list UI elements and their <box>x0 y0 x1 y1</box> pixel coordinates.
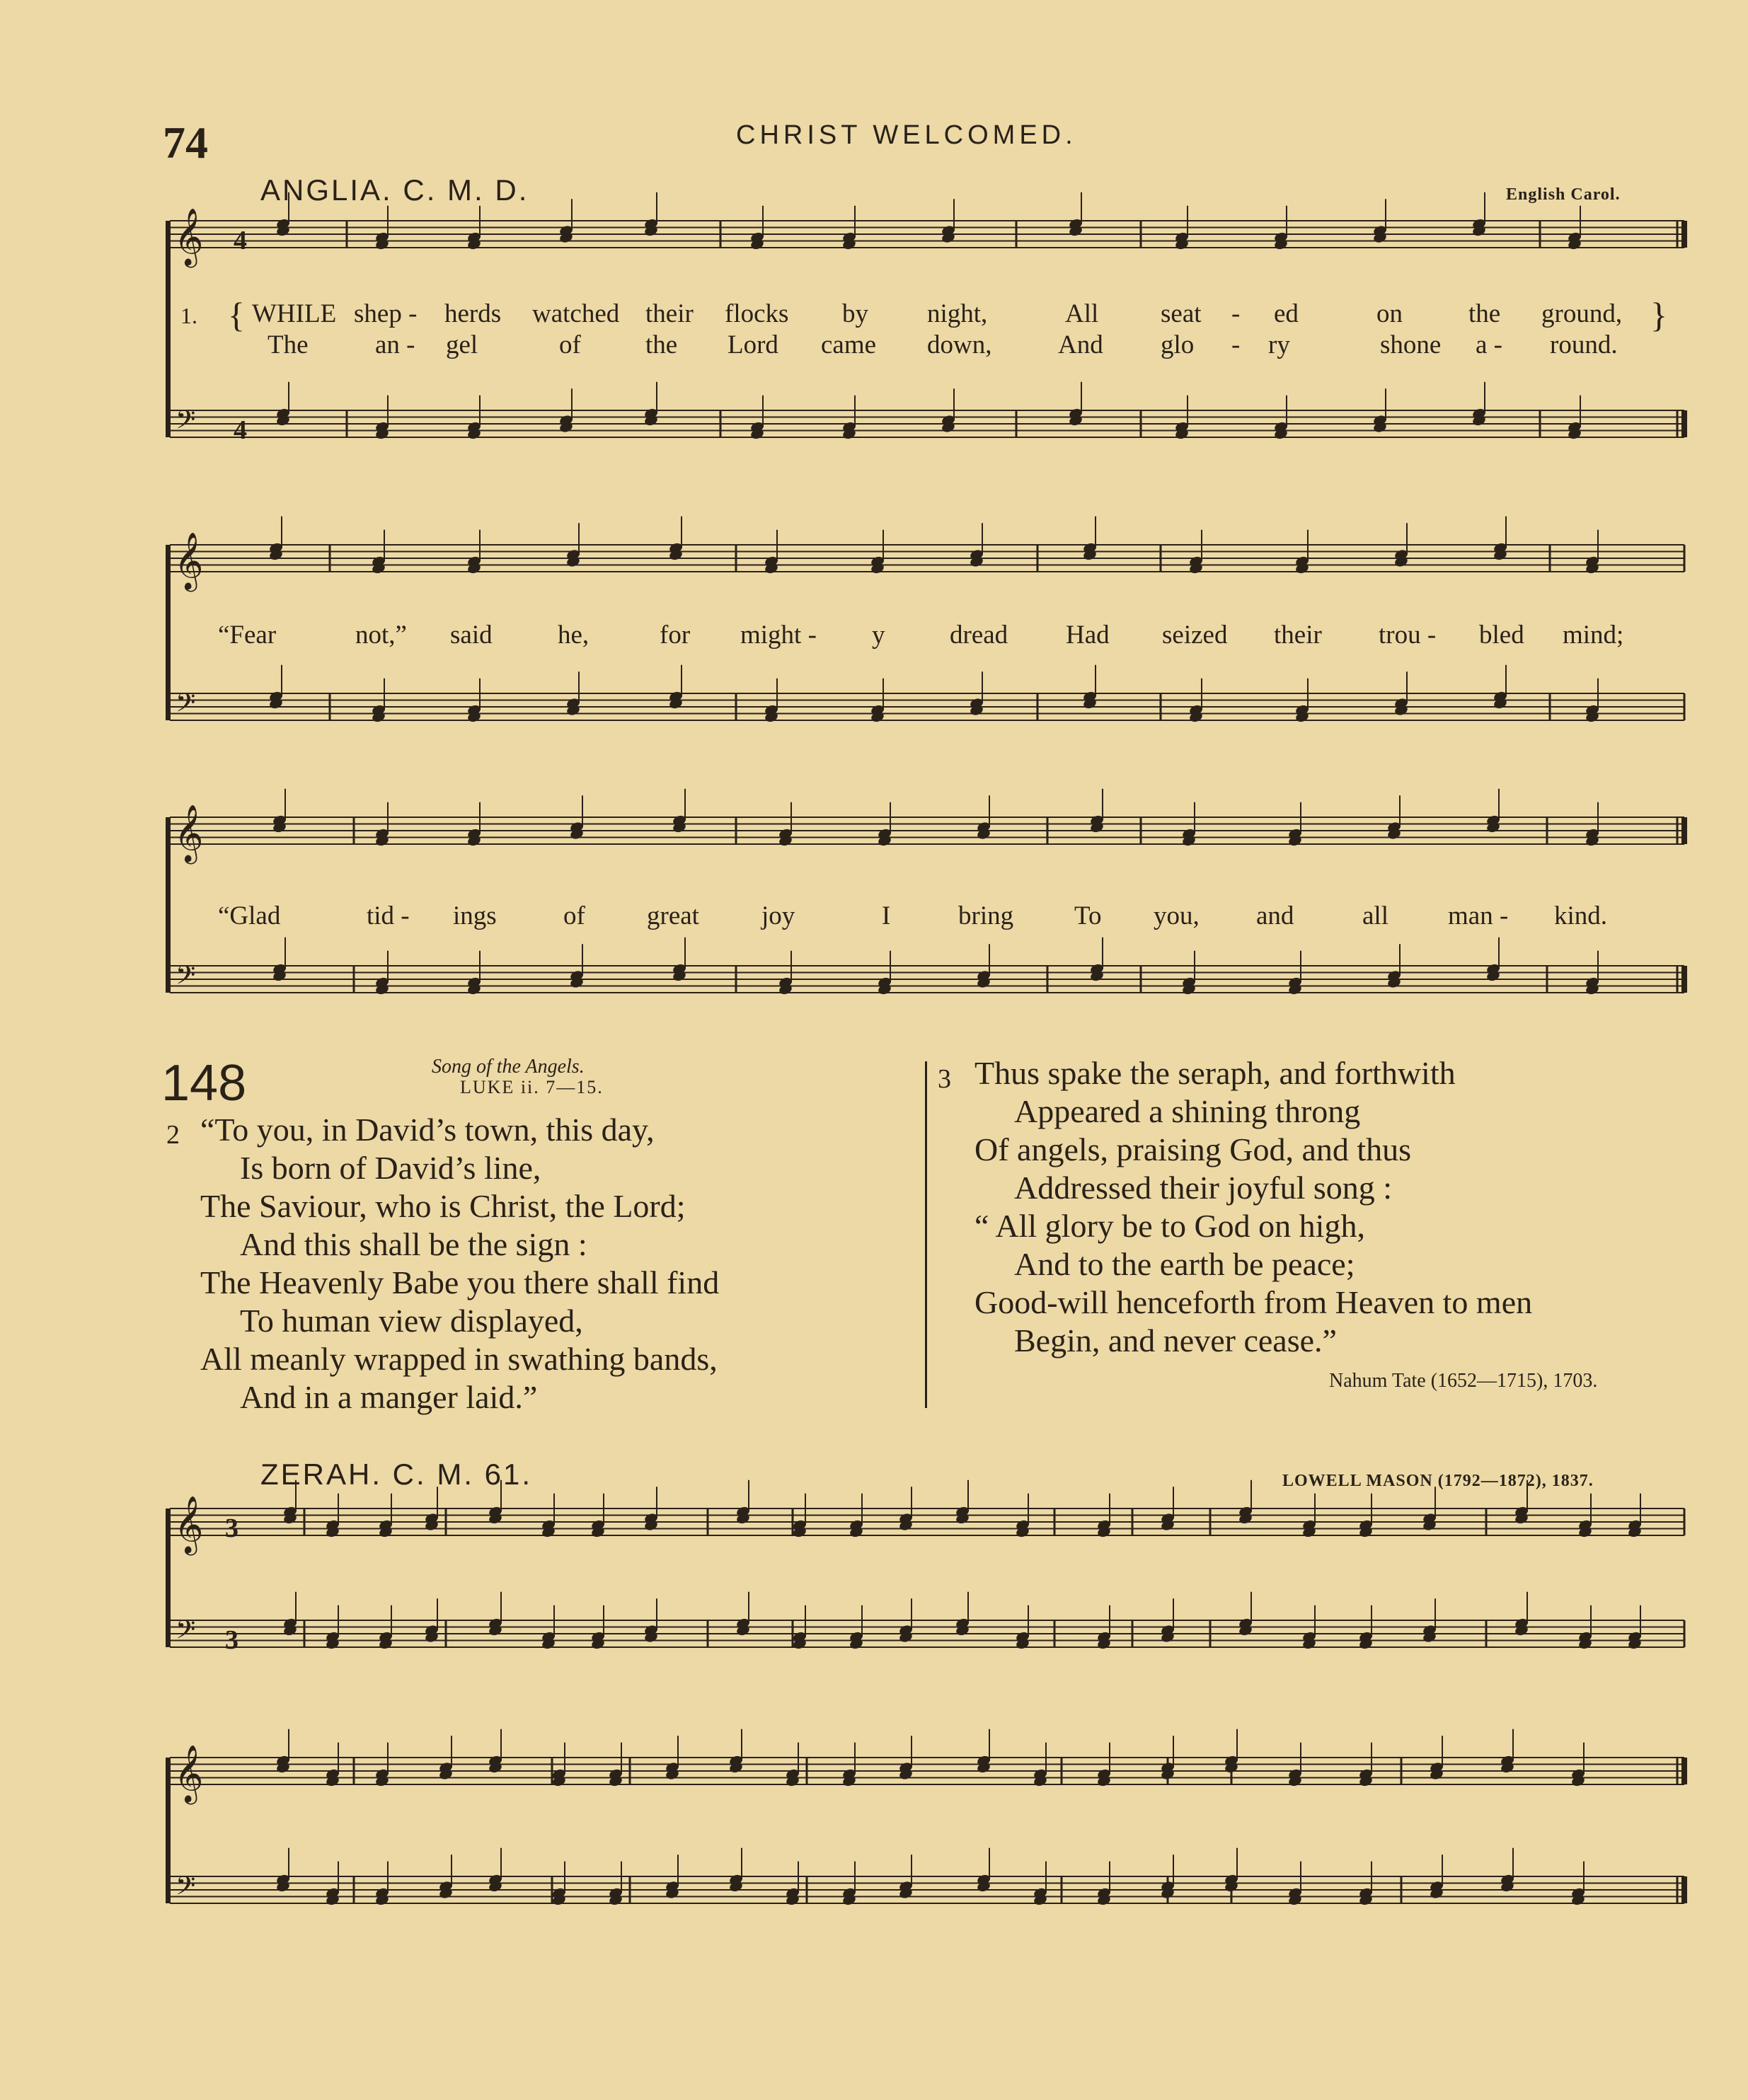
zerah-system-2-brace <box>166 1758 171 1903</box>
zerah-system-2-treble-clef: 𝄞 <box>174 1744 204 1802</box>
lyric-syllable: tid - <box>367 901 410 930</box>
tune-title-zerah: ZERAH. C. M. 61. <box>260 1458 533 1491</box>
zerah-system-1-brace <box>166 1508 171 1647</box>
lyric-syllable: an - <box>375 330 415 359</box>
lyric-syllable: seized <box>1162 621 1228 650</box>
column-divider <box>925 1061 927 1408</box>
tune-credit-zerah: LOWELL MASON (1792—1872), 1837. <box>1282 1472 1594 1490</box>
lyric-syllable: mind; <box>1563 621 1624 650</box>
anglia-system-3-bass-clef: 𝄢 <box>176 960 196 997</box>
stanza-line: Is born of David’s line, <box>240 1150 541 1186</box>
lyric-syllable: a - <box>1476 330 1502 359</box>
lyric-syllable: Had <box>1066 621 1110 650</box>
anglia-system-1-treble-clef: 𝄞 <box>174 207 204 265</box>
lyric-syllable: gel <box>446 330 478 359</box>
lyric-syllable: their <box>1274 621 1322 650</box>
stanza-number-1: 1. <box>180 303 197 328</box>
lyric-syllable: on <box>1376 299 1403 328</box>
lyric-syllable: he, <box>558 621 590 650</box>
tune-title-anglia: ANGLIA. C. M. D. <box>260 173 529 207</box>
lyric-syllable: by <box>842 299 868 328</box>
lyric-syllable: of <box>563 901 585 930</box>
anglia-system-2-treble-clef: 𝄞 <box>174 531 204 589</box>
lyric-syllable: for <box>660 621 691 650</box>
lyric-syllable: And <box>1058 330 1103 359</box>
lyric-syllable: trou - <box>1379 621 1437 650</box>
hymn-author: Nahum Tate (1652—1715), 1703. <box>1329 1370 1598 1392</box>
lyric-syllable: their <box>645 299 694 328</box>
time-signature: 3 <box>225 1625 238 1655</box>
lyric-syllable: “Glad <box>218 901 281 930</box>
lyric-syllable: bled <box>1479 621 1524 650</box>
stanza-line: To human view displayed, <box>240 1303 583 1339</box>
page-number: 74 <box>163 117 208 168</box>
lyric-syllable: night, <box>927 299 988 328</box>
zerah-system-1-treble-clef: 𝄞 <box>174 1495 204 1553</box>
time-signature: 4 <box>234 415 247 445</box>
stanza-number-2: 2 <box>166 1120 180 1150</box>
stanza-number-3: 3 <box>938 1064 951 1094</box>
hymn-number: 148 <box>161 1055 247 1112</box>
stanza-line: Appeared a shining throng <box>1014 1093 1361 1129</box>
anglia-system-1-bass-clef: 𝄢 <box>176 405 196 442</box>
lyric-syllable: ry <box>1268 330 1290 359</box>
lyric-syllable: joy <box>761 901 795 930</box>
lyric-syllable: shone <box>1380 330 1442 359</box>
lyric-syllable: The <box>268 330 309 359</box>
lyric-syllable: y <box>872 621 885 650</box>
stanza-line: All meanly wrapped in swathing bands, <box>200 1341 718 1377</box>
lyric-syllable: I <box>882 901 891 930</box>
lyric-syllable: Lord <box>728 330 778 359</box>
lyric-syllable: seat <box>1161 299 1202 328</box>
scripture-reference: LUKE ii. 7—15. <box>460 1077 604 1097</box>
tune-credit-anglia: English Carol. <box>1506 185 1621 204</box>
lyric-syllable: To <box>1074 901 1102 930</box>
stanza-line: “ All glory be to God on high, <box>974 1208 1365 1244</box>
lyric-syllable: the <box>1468 299 1501 328</box>
brace-close: } <box>1650 295 1667 335</box>
lyric-syllable: of <box>559 330 581 359</box>
stanza-line: Addressed their joyful song : <box>1014 1170 1393 1206</box>
lyric-syllable: flocks <box>725 299 789 328</box>
anglia-system-2-brace <box>166 545 171 720</box>
stanza-line: And to the earth be peace; <box>1014 1246 1355 1282</box>
lyric-syllable: said <box>450 621 493 650</box>
lyric-syllable: “Fear <box>218 621 277 650</box>
lyric-syllable: WHILE <box>252 299 337 328</box>
lyric-syllable: bring <box>958 901 1014 930</box>
stanza-line: And this shall be the sign : <box>240 1226 587 1262</box>
lyric-syllable: ground, <box>1541 299 1623 328</box>
anglia-system-3-brace <box>166 817 171 993</box>
lyric-syllable: watched <box>532 299 620 328</box>
lyric-syllable: kind. <box>1554 901 1608 930</box>
time-signature: 4 <box>234 226 247 255</box>
running-head: CHRIST WELCOMED. <box>736 120 1077 150</box>
lyric-syllable: man - <box>1448 901 1509 930</box>
lyric-syllable: not,” <box>355 621 407 650</box>
lyric-syllable: came <box>821 330 877 359</box>
lyric-syllable: ed <box>1274 299 1299 328</box>
lyric-syllable: and <box>1256 901 1294 930</box>
lyric-syllable: - <box>1231 330 1241 359</box>
stanza-line: Of angels, praising God, and thus <box>974 1131 1412 1167</box>
stanza-line: The Saviour, who is Christ, the Lord; <box>200 1188 686 1224</box>
stanza-line: Good-will henceforth from Heaven to men <box>974 1284 1533 1320</box>
lyric-syllable: might - <box>740 621 817 650</box>
anglia-system-1-brace <box>166 221 171 437</box>
lyric-syllable: you, <box>1154 901 1200 930</box>
lyric-syllable: all <box>1362 901 1388 930</box>
lyric-syllable: down, <box>927 330 992 359</box>
zerah-system-2-bass-clef: 𝄢 <box>176 1871 196 1908</box>
stanza-line: The Heavenly Babe you there shall find <box>200 1264 720 1300</box>
stanza-line: “To you, in David’s town, this day, <box>200 1112 655 1148</box>
brace-open: { <box>228 295 245 335</box>
lyric-syllable: glo <box>1161 330 1195 359</box>
lyric-syllable: dread <box>950 621 1008 650</box>
lyric-syllable: - <box>1231 299 1241 328</box>
lyric-syllable: the <box>645 330 678 359</box>
anglia-system-2-bass-clef: 𝄢 <box>176 688 196 725</box>
stanza-line: And in a manger laid.” <box>240 1379 538 1415</box>
lyric-syllable: shep - <box>354 299 418 328</box>
lyric-syllable: All <box>1065 299 1099 328</box>
anglia-system-3-treble-clef: 𝄞 <box>174 804 204 862</box>
lyric-syllable: ings <box>453 901 497 930</box>
zerah-system-1-bass-clef: 𝄢 <box>176 1615 196 1651</box>
lyric-syllable: herds <box>444 299 502 328</box>
stanza-line: Thus spake the seraph, and forthwith <box>974 1055 1456 1091</box>
lyric-syllable: round. <box>1550 330 1618 359</box>
time-signature: 3 <box>225 1513 238 1543</box>
stanza-line: Begin, and never cease.” <box>1014 1322 1337 1358</box>
hymn-subtitle: Song of the Angels. <box>432 1056 585 1078</box>
lyric-syllable: great <box>647 901 699 930</box>
